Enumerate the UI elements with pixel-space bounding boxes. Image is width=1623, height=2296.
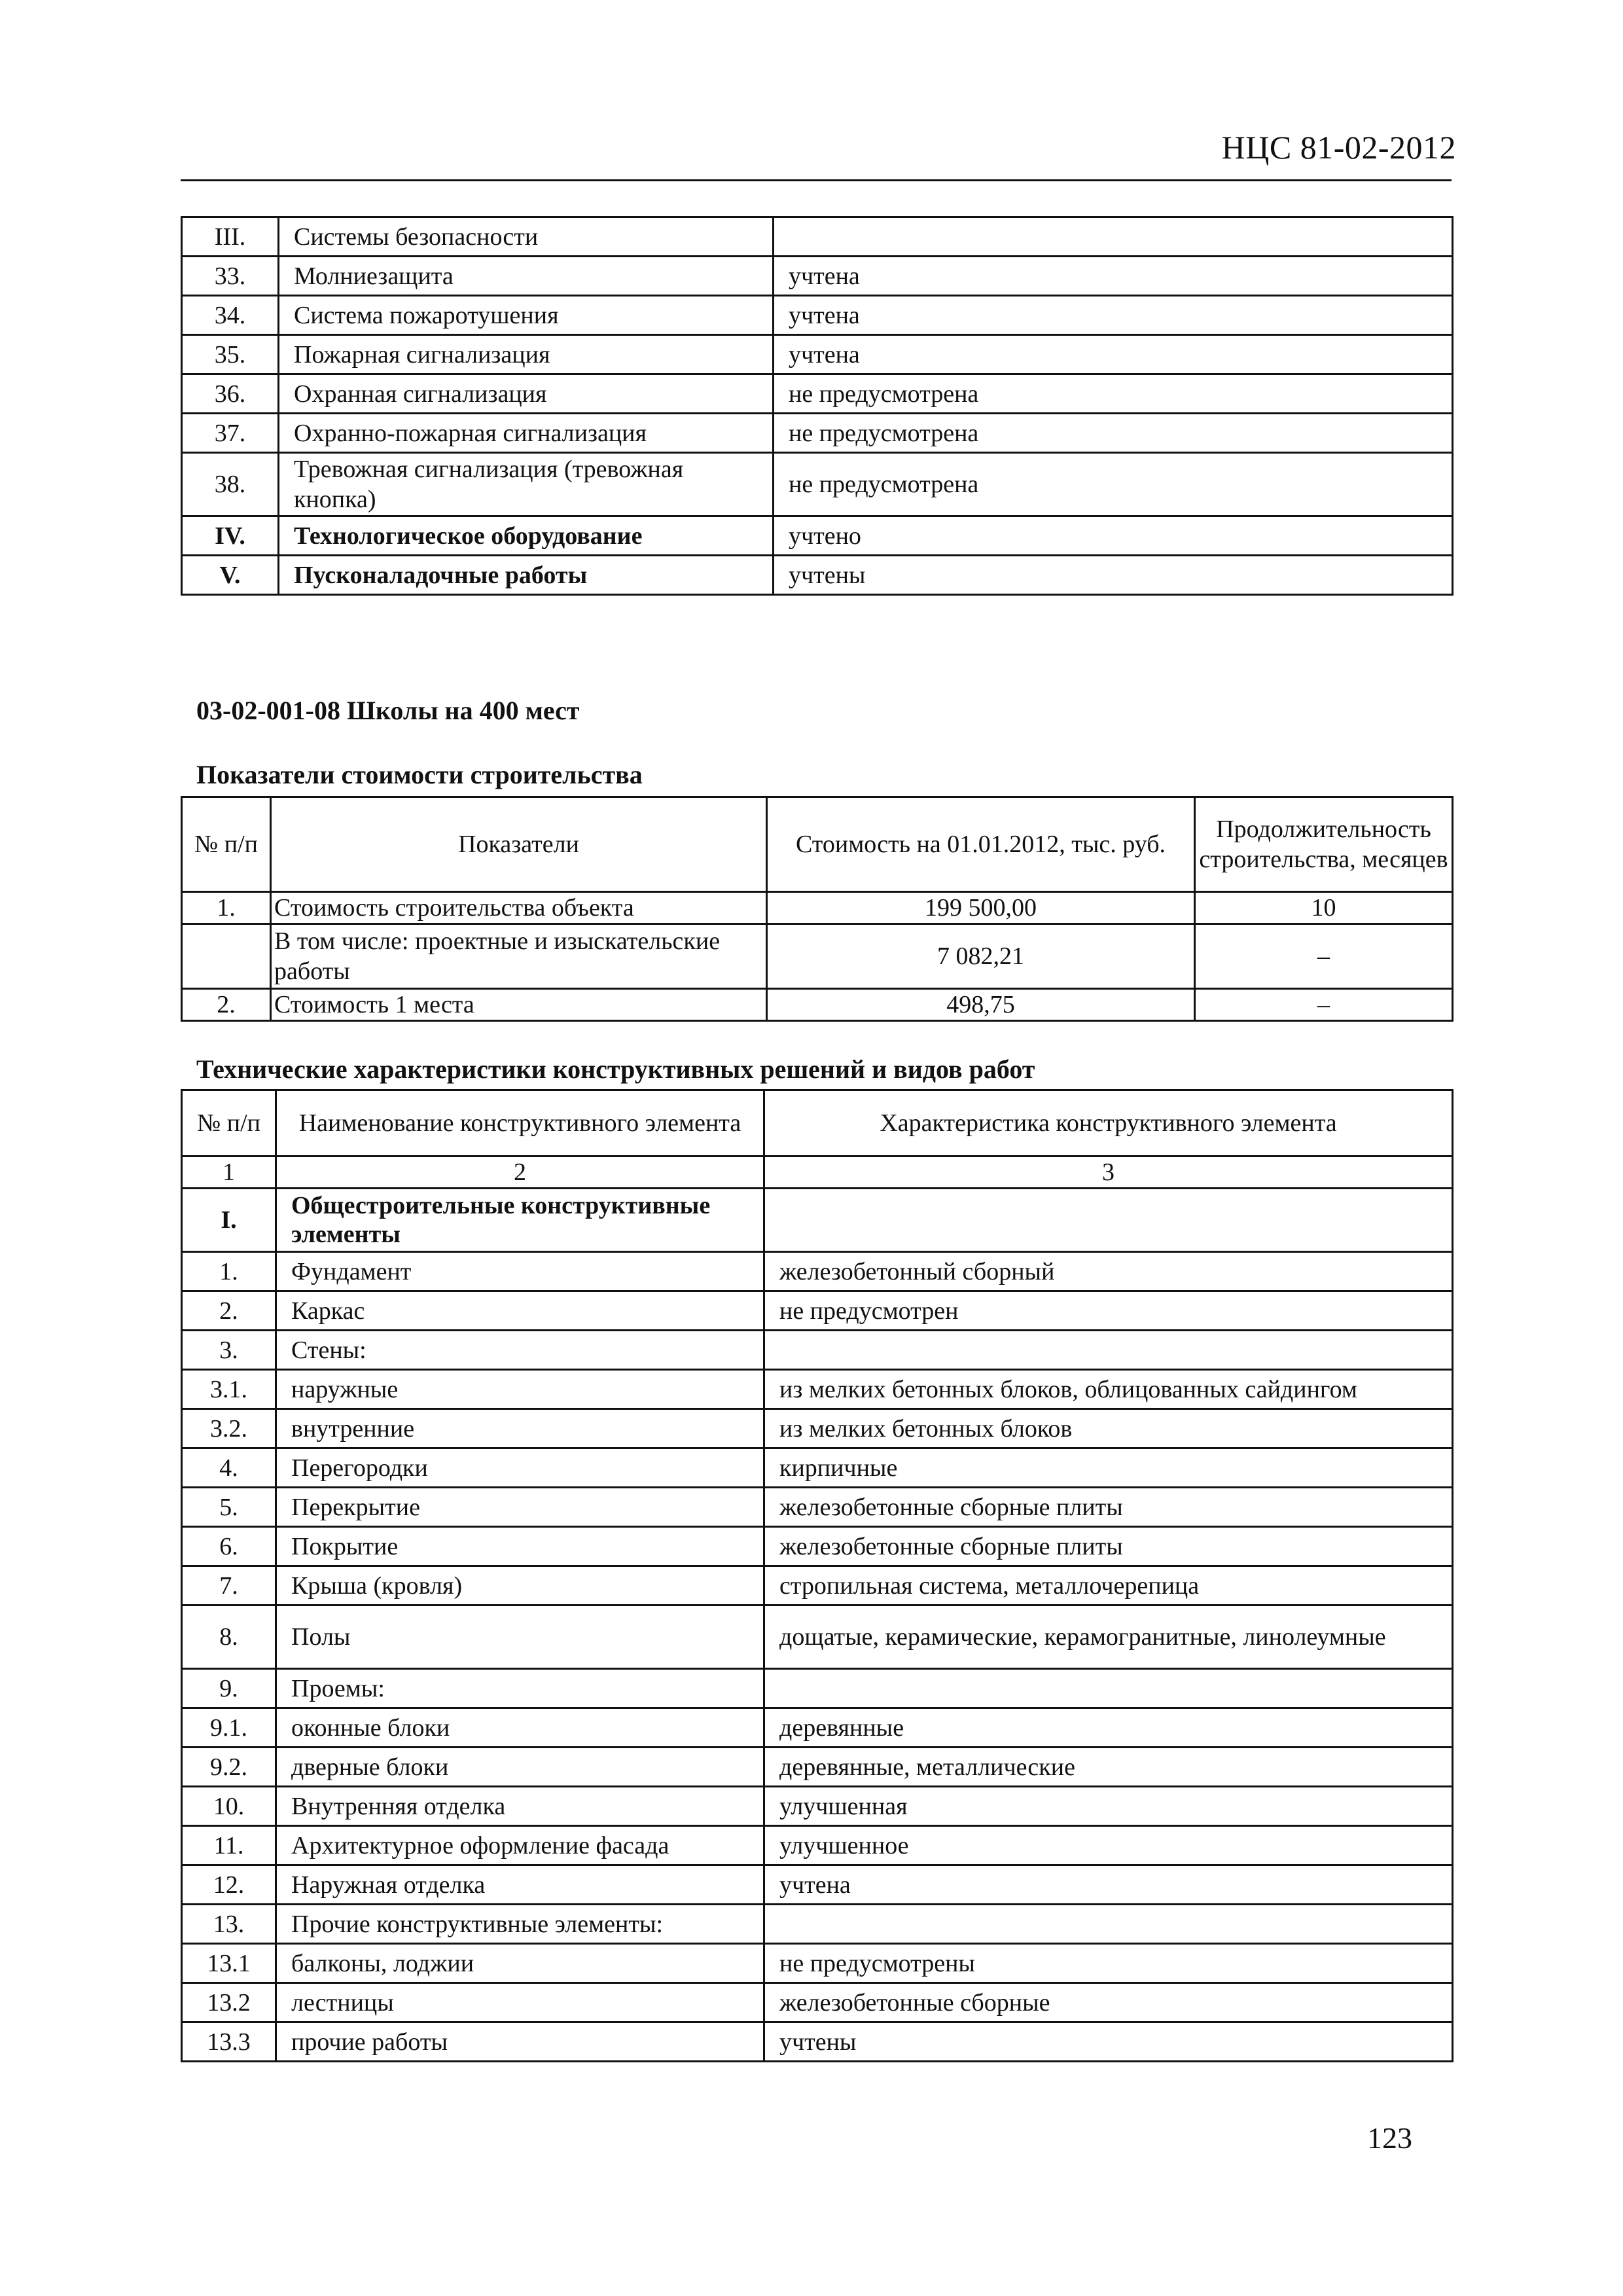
element-characteristic: деревянные xyxy=(764,1708,1453,1748)
table-row xyxy=(182,1527,1453,1566)
row-number: 11. xyxy=(182,1826,276,1865)
element-value: учтено xyxy=(774,516,1453,556)
element-name: Охранно-пожарная сигнализация xyxy=(279,414,774,453)
element-name: Перегородки xyxy=(276,1448,764,1488)
element-characteristic: железобетонный сборный xyxy=(764,1252,1453,1291)
element-characteristic xyxy=(764,1331,1453,1370)
row-number: 7. xyxy=(182,1566,276,1605)
column-number: 3 xyxy=(764,1157,1453,1189)
element-characteristic: из мелких бетонных блоков, облицованных сайдингом xyxy=(764,1370,1453,1409)
tech-column-numbers-row xyxy=(182,1157,1453,1189)
security-systems-body xyxy=(182,217,1453,595)
element-name: Системы безопасности xyxy=(279,217,774,257)
cost-indicators-body xyxy=(182,892,1453,1021)
element-name: Перекрытие xyxy=(276,1488,764,1527)
table-row xyxy=(182,556,1453,595)
column-number: 1 xyxy=(182,1157,276,1189)
row-number: 1. xyxy=(182,892,271,924)
row-number: 13. xyxy=(182,1905,276,1944)
duration-value: – xyxy=(1195,924,1453,989)
tech-header-num: № п/п xyxy=(182,1090,276,1157)
table-row xyxy=(182,1409,1453,1448)
table-row xyxy=(182,1488,1453,1527)
table-row xyxy=(182,1448,1453,1488)
element-name: Внутренняя отделка xyxy=(276,1787,764,1826)
element-name: Стены: xyxy=(276,1331,764,1370)
element-value: учтена xyxy=(774,296,1453,335)
table-row xyxy=(182,257,1453,296)
row-number: 9. xyxy=(182,1669,276,1708)
element-characteristic: железобетонные сборные плиты xyxy=(764,1488,1453,1527)
row-number: 38. xyxy=(182,453,279,516)
table-row xyxy=(182,1605,1453,1669)
row-number: 4. xyxy=(182,1448,276,1488)
row-number: 2. xyxy=(182,1291,276,1331)
table-row xyxy=(182,374,1453,414)
element-name: Технологическое оборудование xyxy=(279,516,774,556)
header-rule xyxy=(181,179,1452,181)
element-name: Пусконаладочные работы xyxy=(279,556,774,595)
element-value: не предусмотрена xyxy=(774,414,1453,453)
table-row xyxy=(182,453,1453,516)
table-row xyxy=(182,2022,1453,2062)
element-name: Прочие конструктивные элементы: xyxy=(276,1905,764,1944)
table-row xyxy=(182,516,1453,556)
element-characteristic: дощатые, керамические, керамогранитные, линолеумные xyxy=(764,1605,1453,1669)
element-name: Охранная сигнализация xyxy=(279,374,774,414)
tech-section-title: Технические характеристики конструктивных решений и видов работ xyxy=(196,1054,1035,1084)
row-number: 8. xyxy=(182,1605,276,1669)
tech-header-row xyxy=(182,1090,1453,1157)
element-characteristic: улучшенное xyxy=(764,1826,1453,1865)
cost-header-num: № п/п xyxy=(182,797,271,892)
table-row xyxy=(182,1331,1453,1370)
row-number: 3.1. xyxy=(182,1370,276,1409)
element-value: не предусмотрена xyxy=(774,374,1453,414)
element-characteristic: железобетонные сборные xyxy=(764,1983,1453,2022)
element-value: учтена xyxy=(774,335,1453,374)
table-row xyxy=(182,989,1453,1021)
row-number: V. xyxy=(182,556,279,595)
element-name: Фундамент xyxy=(276,1252,764,1291)
element-characteristic: не предусмотрен xyxy=(764,1291,1453,1331)
element-value xyxy=(774,217,1453,257)
table-row xyxy=(182,1566,1453,1605)
table-row xyxy=(182,1189,1453,1252)
element-characteristic: из мелких бетонных блоков xyxy=(764,1409,1453,1448)
element-characteristic xyxy=(764,1669,1453,1708)
row-number: 1. xyxy=(182,1252,276,1291)
table-row xyxy=(182,1905,1453,1944)
element-characteristic: учтены xyxy=(764,2022,1453,2062)
tech-characteristics-table xyxy=(181,1089,1454,2062)
document-code: НЦС 81-02-2012 xyxy=(1221,129,1456,166)
row-number: 5. xyxy=(182,1488,276,1527)
element-name: наружные xyxy=(276,1370,764,1409)
table-row xyxy=(182,1787,1453,1826)
element-characteristic: стропильная система, металлочерепица xyxy=(764,1566,1453,1605)
table-row xyxy=(182,335,1453,374)
cost-header-row xyxy=(182,797,1453,892)
element-name: Полы xyxy=(276,1605,764,1669)
row-number: I. xyxy=(182,1189,276,1252)
element-characteristic: учтена xyxy=(764,1865,1453,1905)
indicator-name: Стоимость строительства объекта xyxy=(271,892,767,924)
cost-value: 498,75 xyxy=(767,989,1195,1021)
element-name: Архитектурное оформление фасада xyxy=(276,1826,764,1865)
table-row xyxy=(182,1826,1453,1865)
element-name: Система пожаротушения xyxy=(279,296,774,335)
object-title: 03-02-001-08 Школы на 400 мест xyxy=(196,696,580,725)
duration-value: 10 xyxy=(1195,892,1453,924)
row-number: 35. xyxy=(182,335,279,374)
row-number: 6. xyxy=(182,1527,276,1566)
element-characteristic: кирпичные xyxy=(764,1448,1453,1488)
element-value: учтена xyxy=(774,257,1453,296)
tech-header-name: Наименование конструктивного элемента xyxy=(276,1090,764,1157)
cost-header-duration: Продолжительность строительства, месяцев xyxy=(1195,797,1453,892)
element-name: Общестроительные конструктивные элементы xyxy=(276,1189,764,1252)
table-row xyxy=(182,1944,1453,1983)
security-systems-table xyxy=(181,216,1454,596)
element-name: балконы, лоджии xyxy=(276,1944,764,1983)
cost-header-indicator: Показатели xyxy=(271,797,767,892)
row-number: 12. xyxy=(182,1865,276,1905)
table-row xyxy=(182,924,1453,989)
duration-value: – xyxy=(1195,989,1453,1021)
row-number: 10. xyxy=(182,1787,276,1826)
element-name: оконные блоки xyxy=(276,1708,764,1748)
cost-value: 199 500,00 xyxy=(767,892,1195,924)
element-name: Тревожная сигнализация (тревожная кнопка) xyxy=(279,453,774,516)
row-number: 33. xyxy=(182,257,279,296)
row-number: 13.1 xyxy=(182,1944,276,1983)
element-characteristic: железобетонные сборные плиты xyxy=(764,1527,1453,1566)
element-name: Пожарная сигнализация xyxy=(279,335,774,374)
cost-value: 7 082,21 xyxy=(767,924,1195,989)
element-name: прочие работы xyxy=(276,2022,764,2062)
element-name: Молниезащита xyxy=(279,257,774,296)
row-number: 3. xyxy=(182,1331,276,1370)
table-row xyxy=(182,1252,1453,1291)
table-row xyxy=(182,1865,1453,1905)
table-row xyxy=(182,1708,1453,1748)
table-row xyxy=(182,1748,1453,1787)
row-number: III. xyxy=(182,217,279,257)
element-characteristic: деревянные, металлические xyxy=(764,1748,1453,1787)
table-row xyxy=(182,217,1453,257)
page-number: 123 xyxy=(1367,2121,1412,2155)
row-number: 13.2 xyxy=(182,1983,276,2022)
table-row xyxy=(182,1370,1453,1409)
table-row xyxy=(182,1669,1453,1708)
row-number: IV. xyxy=(182,516,279,556)
row-number: 2. xyxy=(182,989,271,1021)
row-number: 13.3 xyxy=(182,2022,276,2062)
row-number: 3.2. xyxy=(182,1409,276,1448)
table-row xyxy=(182,892,1453,924)
element-name: Покрытие xyxy=(276,1527,764,1566)
element-name: Каркас xyxy=(276,1291,764,1331)
table-row xyxy=(182,414,1453,453)
row-number xyxy=(182,924,271,989)
row-number: 9.1. xyxy=(182,1708,276,1748)
table-row xyxy=(182,1983,1453,2022)
column-number: 2 xyxy=(276,1157,764,1189)
element-characteristic: улучшенная xyxy=(764,1787,1453,1826)
element-name: Проемы: xyxy=(276,1669,764,1708)
element-characteristic: не предусмотрены xyxy=(764,1944,1453,1983)
tech-characteristics-body xyxy=(182,1189,1453,2062)
indicator-name: В том числе: проектные и изыскательские работы xyxy=(271,924,767,989)
element-name: Наружная отделка xyxy=(276,1865,764,1905)
element-value: учтены xyxy=(774,556,1453,595)
element-characteristic xyxy=(764,1905,1453,1944)
row-number: 36. xyxy=(182,374,279,414)
row-number: 34. xyxy=(182,296,279,335)
element-name: дверные блоки xyxy=(276,1748,764,1787)
table-row xyxy=(182,296,1453,335)
table-row xyxy=(182,1291,1453,1331)
tech-header-characteristic: Характеристика конструктивного элемента xyxy=(764,1090,1453,1157)
cost-section-title: Показатели стоимости строительства xyxy=(196,760,643,789)
element-name: лестницы xyxy=(276,1983,764,2022)
row-number: 37. xyxy=(182,414,279,453)
cost-indicators-table xyxy=(181,796,1454,1022)
cost-header-cost: Стоимость на 01.01.2012, тыс. руб. xyxy=(767,797,1195,892)
row-number: 9.2. xyxy=(182,1748,276,1787)
element-name: Крыша (кровля) xyxy=(276,1566,764,1605)
element-name: внутренние xyxy=(276,1409,764,1448)
indicator-name: Стоимость 1 места xyxy=(271,989,767,1021)
element-characteristic xyxy=(764,1189,1453,1252)
element-value: не предусмотрена xyxy=(774,453,1453,516)
